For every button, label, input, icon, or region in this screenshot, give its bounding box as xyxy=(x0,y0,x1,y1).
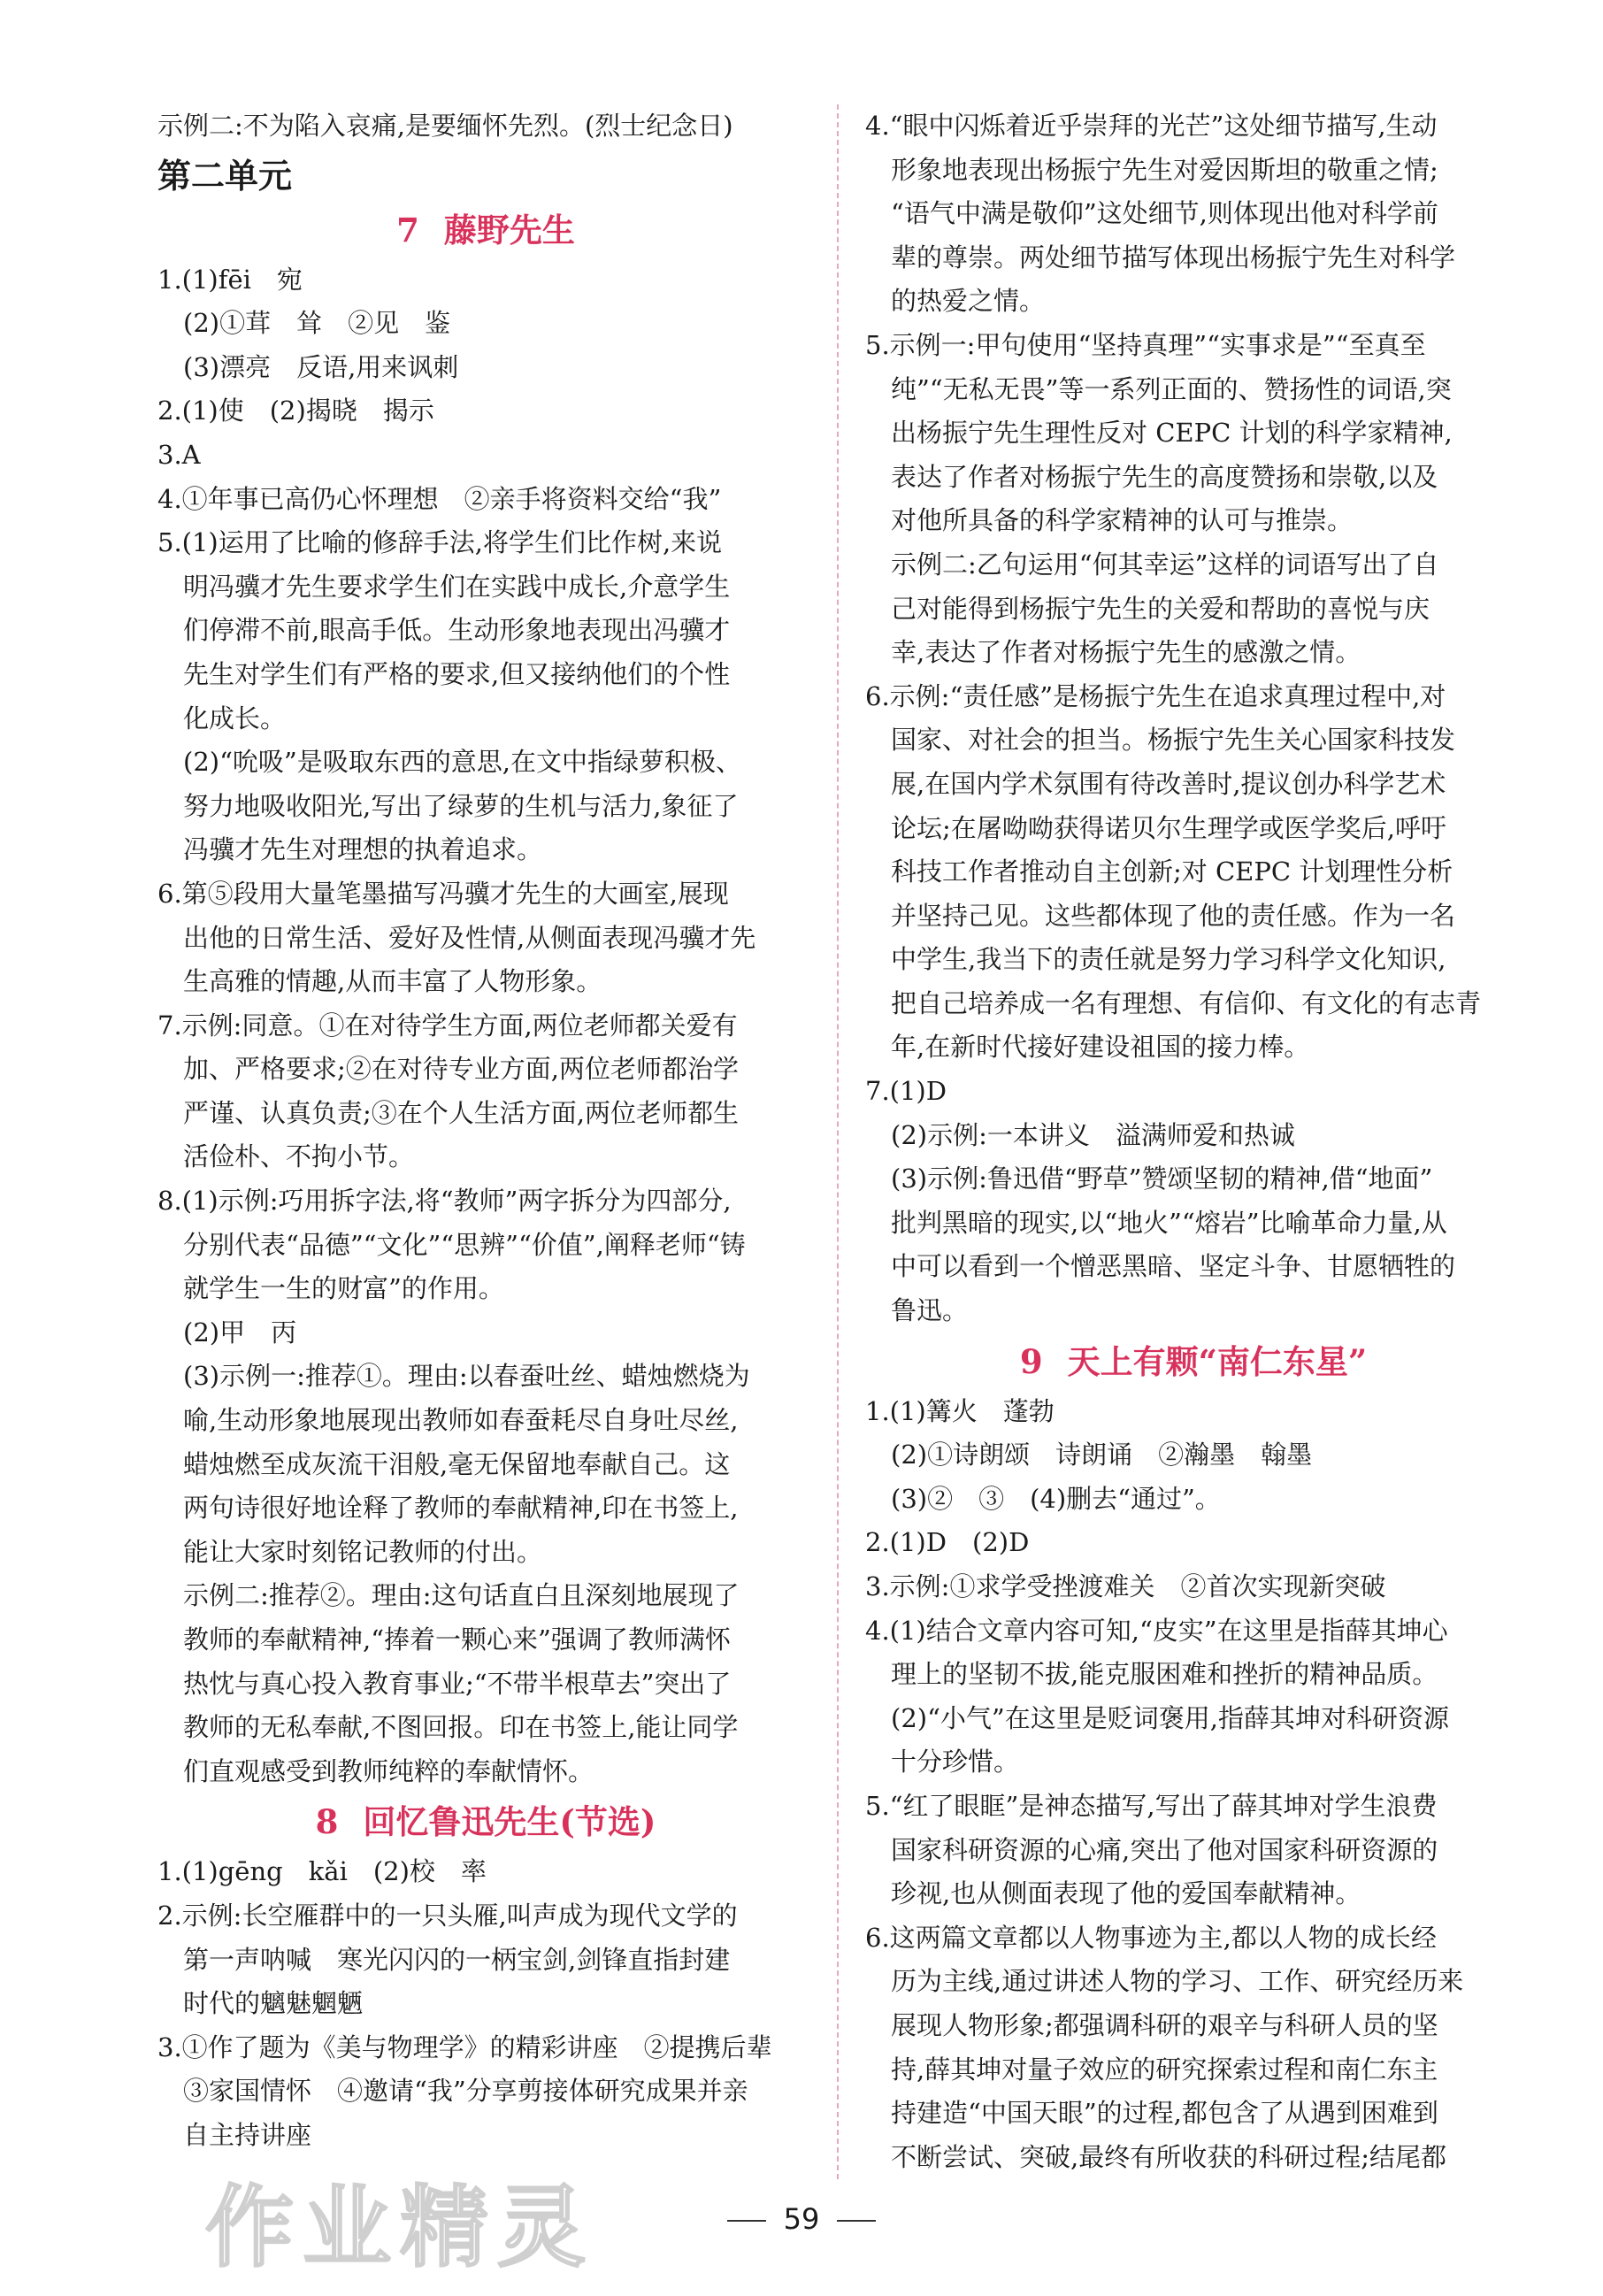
lesson-name: 回忆鲁迅先生(节选) xyxy=(363,1802,656,1842)
answer-line: 并坚持己见。这些都体现了他的责任感。作为一名 xyxy=(891,900,1456,931)
answer-line: (3)示例一:推荐①。理由:以春蚕吐丝、蜡烛燃烧为 xyxy=(183,1361,750,1392)
answer-line: (2)“小气”在这里是贬词褒用,指薛其坤对科研资源 xyxy=(891,1702,1449,1733)
column-divider xyxy=(837,104,839,2179)
answer-line: 展,在国内学术氛围有待改善时,提议创办科学艺术 xyxy=(891,768,1446,799)
answer-line: 对他所具备的科学家精神的认可与推崇。 xyxy=(891,505,1354,536)
answer-line: 时代的魑魅魍魉 xyxy=(183,1988,364,2019)
unit-heading: 第二单元 xyxy=(157,156,293,196)
answer-line: 分别代表“品德”“文化”“思辨”“价值”,阐释老师“铸 xyxy=(183,1229,746,1260)
answer-line: (2)①茸 耸 ②见 鉴 xyxy=(183,308,451,339)
answer-line: 纯”“无私无畏”等一系列正面的、赞扬性的词语,突 xyxy=(891,373,1452,404)
answer-line: 4.“眼中闪烁着近乎崇拜的光芒”这处细节描写,生动 xyxy=(865,111,1438,141)
answer-line: 们直观感受到教师纯粹的奉献情怀。 xyxy=(183,1755,594,1786)
answer-line: 年,在新时代接好建设祖国的接力棒。 xyxy=(891,1032,1310,1063)
answer-line: 冯骥才先生对理想的执着追求。 xyxy=(183,834,543,865)
answer-line: 生高雅的情趣,从而丰富了人物形象。 xyxy=(183,966,602,997)
answer-line: 持建造“中国天眼”的过程,都包含了从遇到困难到 xyxy=(891,2098,1438,2129)
answer-line: 理上的坚韧不拔,能克服困难和挫折的精神品质。 xyxy=(891,1659,1438,1690)
answer-line: 3.A xyxy=(157,439,201,470)
answer-line: 展现人物形象;都强调科研的艰辛与科研人员的坚 xyxy=(891,2009,1438,2040)
answer-line: 幸,表达了作者对杨振宁先生的感激之情。 xyxy=(891,637,1361,668)
answer-line: 第一声呐喊 寒光闪闪的一柄宝剑,剑锋直指封建 xyxy=(183,1944,731,1975)
answer-line: 把自己培养成一名有理想、有信仰、有文化的有志青 xyxy=(891,987,1482,1018)
answer-line: 3.①作了题为《美与物理学》的精彩讲座 ②提携后辈 xyxy=(157,2031,772,2062)
lesson-number: 9 xyxy=(1019,1341,1043,1381)
answer-line: 活俭朴、不拘小节。 xyxy=(183,1141,415,1172)
answer-line: 示例二:不为陷入哀痛,是要缅怀先烈。(烈士纪念日) xyxy=(157,111,733,141)
answer-line: 能让大家时刻铭记教师的付出。 xyxy=(183,1536,543,1567)
answer-line: 十分珍惜。 xyxy=(891,1747,1020,1778)
answer-line: 7.示例:同意。①在对待学生方面,两位老师都关爱有 xyxy=(157,1010,738,1040)
answer-line: 4.①年事已高仍心怀理想 ②亲手将资料交给“我” xyxy=(157,483,722,514)
answer-line: 出杨振宁先生理性反对 CEPC 计划的科学家精神, xyxy=(891,418,1453,449)
answer-line: 2.(1)D (2)D xyxy=(865,1527,1030,1558)
answer-line: 5.“红了眼眶”是神态描写,写出了薛其坤对学生浪费 xyxy=(865,1790,1438,1821)
lesson-title xyxy=(157,1793,814,1850)
answer-line: 们停滞不前,眼高手低。生动形象地表现出冯骥才 xyxy=(183,615,731,646)
answer-line: 2.示例:长空雁群中的一只头雁,叫声成为现代文学的 xyxy=(157,1900,738,1931)
page-number-text: 59 xyxy=(783,2202,820,2236)
answer-line: 蜡烛燃至成灰流干泪般,毫无保留地奉献自己。这 xyxy=(183,1448,731,1479)
answer-line: 珍视,也从侧面表现了他的爱国奉献精神。 xyxy=(891,1878,1361,1909)
answer-line: 教师的无私奉献,不图回报。印在书签上,能让同学 xyxy=(183,1712,739,1743)
answer-line: 批判黑暗的现实,以“地火”“熔岩”比喻革命力量,从 xyxy=(891,1207,1447,1238)
answer-line: 形象地表现出杨振宁先生对爱因斯坦的敬重之情; xyxy=(891,154,1438,185)
answer-line: 6.第⑤段用大量笔墨描写冯骥才先生的大画室,展现 xyxy=(157,878,729,909)
answer-line: (2)甲 丙 xyxy=(183,1317,297,1348)
answer-line: 示例二:乙句运用“何其幸运”这样的词语写出了自 xyxy=(891,549,1439,580)
answer-line: (2)①诗朗颂 诗朗诵 ②瀚墨 翰墨 xyxy=(891,1440,1313,1471)
answer-line: 就学生一生的财富”的作用。 xyxy=(183,1273,504,1304)
answer-line: 论坛;在屠呦呦获得诺贝尔生理学或医学奖后,呼吁 xyxy=(891,812,1446,843)
answer-line: 明冯骥才先生要求学生们在实践中成长,介意学生 xyxy=(183,571,731,602)
answer-line: 努力地吸收阳光,写出了绿萝的生机与活力,象征了 xyxy=(183,790,739,821)
answer-line: 8.(1)示例:巧用拆字法,将“教师”两字拆分为四部分, xyxy=(157,1186,732,1217)
answer-line: 国家、对社会的担当。杨振宁先生关心国家科技发 xyxy=(891,725,1456,756)
answer-line: 不断尝试、突破,最终有所收获的科研过程;结尾都 xyxy=(891,2141,1446,2172)
page-number-dash-left xyxy=(727,2220,766,2222)
answer-line: 1.(1)fēi 宛 xyxy=(157,264,303,295)
answer-line: 2.(1)使 (2)揭晓 揭示 xyxy=(157,395,434,426)
answer-line: 4.(1)结合文章内容可知,“皮实”在这里是指薛其坤心 xyxy=(865,1615,1448,1646)
answer-line: 中学生,我当下的责任就是努力学习科学文化知识, xyxy=(891,944,1446,975)
answer-line: 喻,生动形象地展现出教师如春蚕耗尽自身吐尽丝, xyxy=(183,1405,739,1436)
watermark-logo: 作业精灵 xyxy=(205,2176,594,2279)
answer-line: ③家国情怀 ④邀请“我”分享剪接体研究成果并亲 xyxy=(183,2076,748,2107)
answer-line: 持,薛其坤对量子效应的研究探索过程和南仁东主 xyxy=(891,2054,1438,2085)
answer-line: 5.示例一:甲句使用“坚持真理”“实事求是”“至真至 xyxy=(865,329,1426,360)
answer-line: 先生对学生们有严格的要求,但又接纳他们的个性 xyxy=(183,658,731,689)
lesson-number: 7 xyxy=(396,210,419,250)
answer-line: 6.这两篇文章都以人物事迹为主,都以人物的成长经 xyxy=(865,1922,1437,1953)
answer-line: 1.(1)gēng kǎi (2)校 率 xyxy=(157,1856,487,1887)
lesson-name: 藤野先生 xyxy=(443,210,575,250)
answer-line: 辈的尊崇。两处细节描写体现出杨振宁先生对科学 xyxy=(891,242,1456,273)
answer-line: 加、严格要求;②在对待专业方面,两位老师都治学 xyxy=(183,1054,739,1085)
answer-line: 自主持讲座 xyxy=(183,2119,312,2150)
answer-line: 示例二:推荐②。理由:这句话直白且深刻地展现了 xyxy=(183,1580,740,1611)
answer-line: 教师的奉献精神,“捧着一颗心来”强调了教师满怀 xyxy=(183,1624,731,1655)
answer-line: 出他的日常生活、爱好及性情,从侧面表现冯骥才先 xyxy=(183,922,756,953)
answer-line: 表达了作者对杨振宁先生的高度赞扬和崇敬,以及 xyxy=(891,461,1438,492)
left-column xyxy=(157,104,814,2158)
answer-line: 鲁迅。 xyxy=(891,1295,969,1326)
answer-line: 1.(1)篝火 蓬勃 xyxy=(865,1395,1055,1426)
answer-line: 7.(1)D xyxy=(865,1076,947,1107)
lesson-title xyxy=(157,202,814,258)
answer-line: 3.示例:①求学受挫渡难关 ②首次实现新突破 xyxy=(865,1571,1386,1601)
answer-line: 5.(1)运用了比喻的修辞手法,将学生们比作树,来说 xyxy=(157,527,723,558)
answer-line: 的热爱之情。 xyxy=(891,286,1046,317)
answer-line: (3)漂亮 反语,用来讽刺 xyxy=(183,351,459,382)
answer-line: 热忱与真心投入教育事业;“不带半根草去”突出了 xyxy=(183,1668,732,1699)
answer-line: 己对能得到杨振宁先生的关爱和帮助的喜悦与庆 xyxy=(891,593,1430,624)
answer-line: “语气中满是敬仰”这处细节,则体现出他对科学前 xyxy=(891,198,1438,229)
answer-line: 中可以看到一个憎恶黑暗、坚定斗争、甘愿牺牲的 xyxy=(891,1251,1456,1282)
answer-line: 两句诗很好地诠释了教师的奉献精神,印在书签上, xyxy=(183,1493,739,1524)
answer-line: (2)“吮吸”是吸取东西的意思,在文中指绿萝积极、 xyxy=(183,747,741,778)
lesson-title xyxy=(865,1333,1522,1390)
answer-line: 化成长。 xyxy=(183,703,287,733)
answer-line: 严谨、认真负责;③在个人生活方面,两位老师都生 xyxy=(183,1097,739,1128)
answer-line: (3)示例:鲁迅借“野草”赞颂坚韧的精神,借“地面” xyxy=(891,1163,1433,1194)
lesson-name: 天上有颗“南仁东星” xyxy=(1067,1341,1368,1381)
answer-line: 6.示例:“责任感”是杨振宁先生在追求真理过程中,对 xyxy=(865,680,1446,711)
right-column xyxy=(865,104,1522,2179)
answer-line: 国家科研资源的心痛,突出了他对国家科研资源的 xyxy=(891,1834,1438,1865)
lesson-number: 8 xyxy=(315,1802,339,1842)
answer-line: 历为主线,通过讲述人物的学习、工作、研究经历来 xyxy=(891,1966,1464,1997)
page-number-dash-right xyxy=(837,2220,876,2222)
answer-line: (3)② ③ (4)删去“通过”。 xyxy=(891,1483,1221,1514)
answer-line: (2)示例:一本讲义 溢满师爱和热诚 xyxy=(891,1119,1295,1150)
answer-line: 科技工作者推动自主创新;对 CEPC 计划理性分析 xyxy=(891,856,1453,887)
